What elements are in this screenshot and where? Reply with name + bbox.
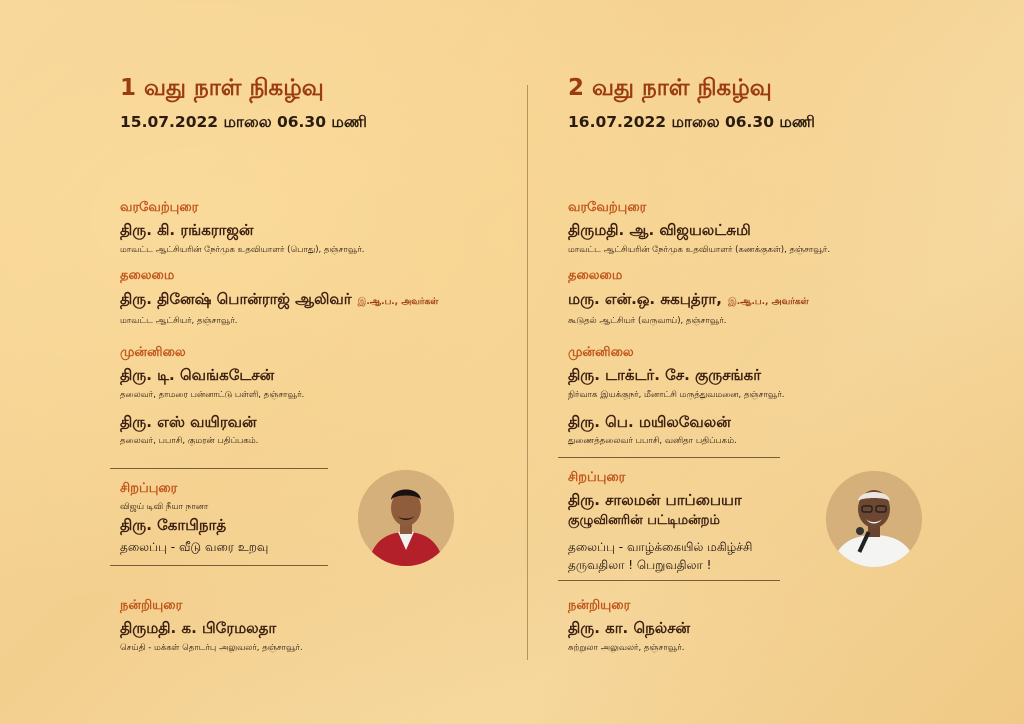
- day2-chair-name-text: மரு. என்.ஒ. சுகபுத்ரா,: [568, 290, 722, 308]
- day1-chair-name-text: திரு. தினேஷ் பொன்ராஜ் ஆலிவர்: [120, 290, 352, 308]
- day2-chair-desc: கூடுதல் ஆட்சியர் (வருவாய்), தஞ்சாவூர்.: [568, 316, 727, 326]
- day1-thanks-desc: செய்தி - மக்கள் தொடர்பு அலுவலர், தஞ்சாவூர்.: [120, 643, 303, 653]
- day1-thanks-name: திருமதி. க. பிரேமலதா: [120, 619, 277, 637]
- day2-special-bottom-rule: [558, 580, 780, 581]
- day1-special-note: விஜய் டிவி நீயா நானா: [120, 502, 209, 512]
- speaker-solomon-photo: [826, 471, 922, 567]
- day2-special-top-rule: [558, 457, 780, 458]
- day2-presence-desc-1: நிர்வாக இயக்குநர், மீனாட்சி மருத்துவமனை, தஞ்சாவூர்.: [568, 390, 785, 400]
- day2-welcome-name: திருமதி. ஆ. விஜயலட்சுமி: [568, 221, 751, 239]
- day2-special-subtitle: குழுவினரின் பட்டிமன்றம்: [568, 513, 720, 528]
- day2-presence-name-2: திரு. பெ. மயிலவேலன்: [568, 413, 731, 431]
- day1-thanks-role: நன்றியுரை: [120, 598, 183, 613]
- day1-welcome-role: வரவேற்புரை: [120, 200, 199, 215]
- day1-presence-name-2: திரு. எஸ் வயிரவன்: [120, 413, 257, 431]
- day1-chair-suffix: இ.ஆ.ப., அவர்கள்: [357, 297, 439, 307]
- day1-chair-role: தலைமை: [120, 268, 175, 283]
- day1-date: 15.07.2022 மாலை 06.30 மணி: [120, 113, 367, 131]
- day1-title: 1 வது நாள் நிகழ்வு: [120, 75, 324, 101]
- day2-special-topic-line2: தருவதிலா ! பெறுவதிலா !: [568, 558, 712, 572]
- day1-special-top-rule: [110, 468, 328, 469]
- day1-chair-desc: மாவட்ட ஆட்சியர், தஞ்சாவூர்.: [120, 316, 238, 326]
- day2-date: 16.07.2022 மாலை 06.30 மணி: [568, 113, 815, 131]
- day1-welcome-name: திரு. கி. ரங்கராஜன்: [120, 221, 254, 239]
- day2-presence-desc-2: துணைத்தலைவர் பபாசி, வனிதா பதிப்பகம்.: [568, 436, 737, 446]
- day1-special-bottom-rule: [110, 565, 328, 566]
- day2-presence-role: முன்னிலை: [568, 345, 634, 360]
- day2-special-role: சிறப்புரை: [568, 470, 626, 485]
- speaker-gopinath-portrait-icon: [358, 470, 454, 566]
- day2-thanks-name: திரு. கா. நெல்சன்: [568, 619, 691, 637]
- center-divider: [527, 85, 528, 660]
- day2-special-name: திரு. சாலமன் பாப்பையா: [568, 491, 742, 509]
- day1-presence-name-1: திரு. டி. வெங்கடேசன்: [120, 366, 275, 384]
- day2-welcome-desc: மாவட்ட ஆட்சியரின் நேர்முக உதவியாளர் (கணக்குகள்), தஞ்சாவூர்.: [568, 245, 831, 255]
- day2-chair-name: [568, 290, 809, 310]
- day1-presence-desc-1: தலைவர், தாமரை பன்னாட்டு பள்ளி, தஞ்சாவூர்.: [120, 390, 305, 400]
- day1-welcome-desc: மாவட்ட ஆட்சியரின் நேர்முக உதவியாளர் (பொது), தஞ்சாவூர்.: [120, 245, 365, 255]
- day1-chair-name: [120, 290, 438, 310]
- day1-special-topic: தலைப்பு - வீடு வரை உறவு: [120, 540, 269, 554]
- day1-special-role: சிறப்புரை: [120, 481, 178, 496]
- day1-special-name: திரு. கோபிநாத்: [120, 516, 227, 534]
- day2-title: 2 வது நாள் நிகழ்வு: [568, 75, 772, 101]
- day1-presence-desc-2: தலைவர், பபாசி, குமரன் பதிப்பகம்.: [120, 436, 259, 446]
- day2-special-topic-line1: தலைப்பு - வாழ்க்கையில் மகிழ்ச்சி: [568, 540, 753, 554]
- day2-thanks-role: நன்றியுரை: [568, 598, 631, 613]
- speaker-solomon-portrait-icon: [826, 471, 922, 567]
- day2-welcome-role: வரவேற்புரை: [568, 200, 647, 215]
- day2-thanks-desc: சுற்றுலா அலுவலர், தஞ்சாவூர்.: [568, 643, 685, 653]
- day1-presence-role: முன்னிலை: [120, 345, 186, 360]
- day2-chair-role: தலைமை: [568, 268, 623, 283]
- day2-presence-name-1: திரு. டாக்டர். சே. குருசங்கர்: [568, 366, 762, 384]
- speaker-gopinath-photo: [358, 470, 454, 566]
- day2-chair-suffix: இ.ஆ.ப., அவர்கள்: [727, 297, 809, 307]
